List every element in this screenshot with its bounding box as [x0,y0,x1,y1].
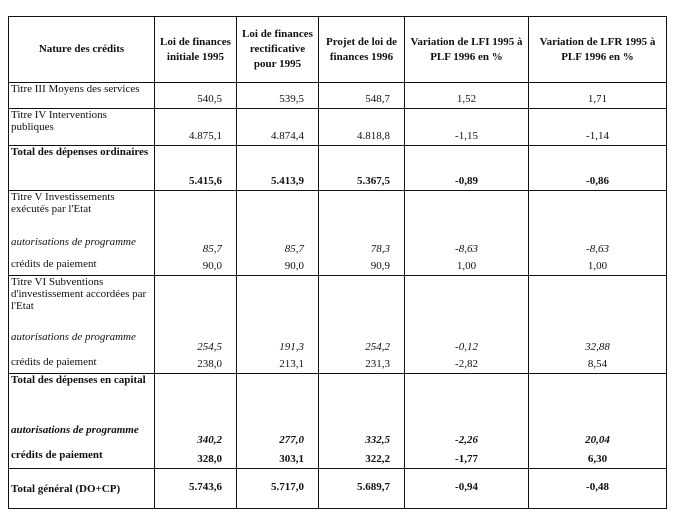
cell-value [319,191,405,236]
cell-value: 539,5 [237,83,319,109]
row-label: Total des dépenses en capital [9,374,155,424]
cell-value: -8,63 [405,236,529,258]
cell-value: 4.875,1 [155,109,237,146]
cell-value: -0,12 [405,331,529,356]
cell-value: -0,48 [529,469,667,509]
cell-value [155,191,237,236]
cell-value [319,276,405,331]
row-label: Total général (DO+CP) [9,469,155,509]
cell-value: 85,7 [155,236,237,258]
cell-value: -2,82 [405,356,529,374]
row-label: autorisations de programme [9,424,155,449]
credits-table [8,16,667,509]
cell-value: 90,0 [237,258,319,276]
cell-value [529,276,667,331]
cell-value: 78,3 [319,236,405,258]
cell-value: -1,14 [529,109,667,146]
table-row [9,276,667,331]
cell-value: 8,54 [529,356,667,374]
cell-value: 231,3 [319,356,405,374]
header-row [9,17,667,83]
cell-value: -0,89 [405,146,529,191]
cell-value: 540,5 [155,83,237,109]
cell-value [405,374,529,424]
table-row [9,236,667,258]
row-label: autorisations de programme [9,331,155,356]
table-row [9,356,667,374]
cell-value: 303,1 [237,449,319,469]
cell-value: 4.818,8 [319,109,405,146]
cell-value [237,276,319,331]
table-row [9,331,667,356]
cell-value [529,374,667,424]
cell-value: 254,2 [319,331,405,356]
row-label: crédits de paiement [9,258,155,276]
cell-value [155,374,237,424]
cell-value: 6,30 [529,449,667,469]
cell-value: -1,15 [405,109,529,146]
cell-value: 5.367,5 [319,146,405,191]
cell-value: 548,7 [319,83,405,109]
cell-value: -8,63 [529,236,667,258]
cell-value: -1,77 [405,449,529,469]
cell-value: 4.874,4 [237,109,319,146]
cell-value: 213,1 [237,356,319,374]
cell-value: 1,00 [405,258,529,276]
cell-value [529,191,667,236]
row-label: crédits de paiement [9,356,155,374]
cell-value [237,374,319,424]
cell-value: 90,0 [155,258,237,276]
cell-value: -0,86 [529,146,667,191]
table-row [9,191,667,236]
cell-value: 90,9 [319,258,405,276]
cell-value: 1,71 [529,83,667,109]
cell-value: 322,2 [319,449,405,469]
cell-value: 85,7 [237,236,319,258]
cell-value: 5.415,6 [155,146,237,191]
cell-value: 238,0 [155,356,237,374]
cell-value: 20,04 [529,424,667,449]
cell-value: 277,0 [237,424,319,449]
table-row [9,469,667,509]
cell-value [405,191,529,236]
cell-value: 332,5 [319,424,405,449]
cell-value: -0,94 [405,469,529,509]
row-label: Titre V Investissements exécutés par l'Etat [9,191,155,236]
cell-value: 328,0 [155,449,237,469]
cell-value: 5.743,6 [155,469,237,509]
cell-value [155,276,237,331]
row-label: crédits de paiement [9,449,155,469]
table-row [9,258,667,276]
row-label: Titre III Moyens des services [9,83,155,109]
row-label: Titre IV Interventions publiques [9,109,155,146]
table-row [9,374,667,424]
cell-value [237,191,319,236]
cell-value: -2,26 [405,424,529,449]
table-row [9,109,667,146]
cell-value: 254,5 [155,331,237,356]
cell-value: 5.717,0 [237,469,319,509]
cell-value: 5.413,9 [237,146,319,191]
row-label: autorisations de programme [9,236,155,258]
cell-value: 1,52 [405,83,529,109]
row-label: Total des dépenses ordinaires [9,146,155,191]
cell-value [319,374,405,424]
header-var-lfr: Variation de LFR 1995 à PLF 1996 en % [529,17,667,83]
table-row [9,83,667,109]
cell-value: 191,3 [237,331,319,356]
table-row [9,449,667,469]
cell-value [405,276,529,331]
header-lfr-1995: Loi de finances rectificative pour 1995 [237,17,319,83]
cell-value: 340,2 [155,424,237,449]
table-row [9,146,667,191]
cell-value: 1,00 [529,258,667,276]
header-nature: Nature des crédits [9,17,155,83]
cell-value: 32,88 [529,331,667,356]
row-label: Titre VI Subventions d'investissement accordées par l'Etat [9,276,155,331]
table-row [9,424,667,449]
cell-value: 5.689,7 [319,469,405,509]
header-plf-1996: Projet de loi de finances 1996 [319,17,405,83]
header-lfi-1995: Loi de finances initiale 1995 [155,17,237,83]
header-var-lfi: Variation de LFI 1995 à PLF 1996 en % [405,17,529,83]
